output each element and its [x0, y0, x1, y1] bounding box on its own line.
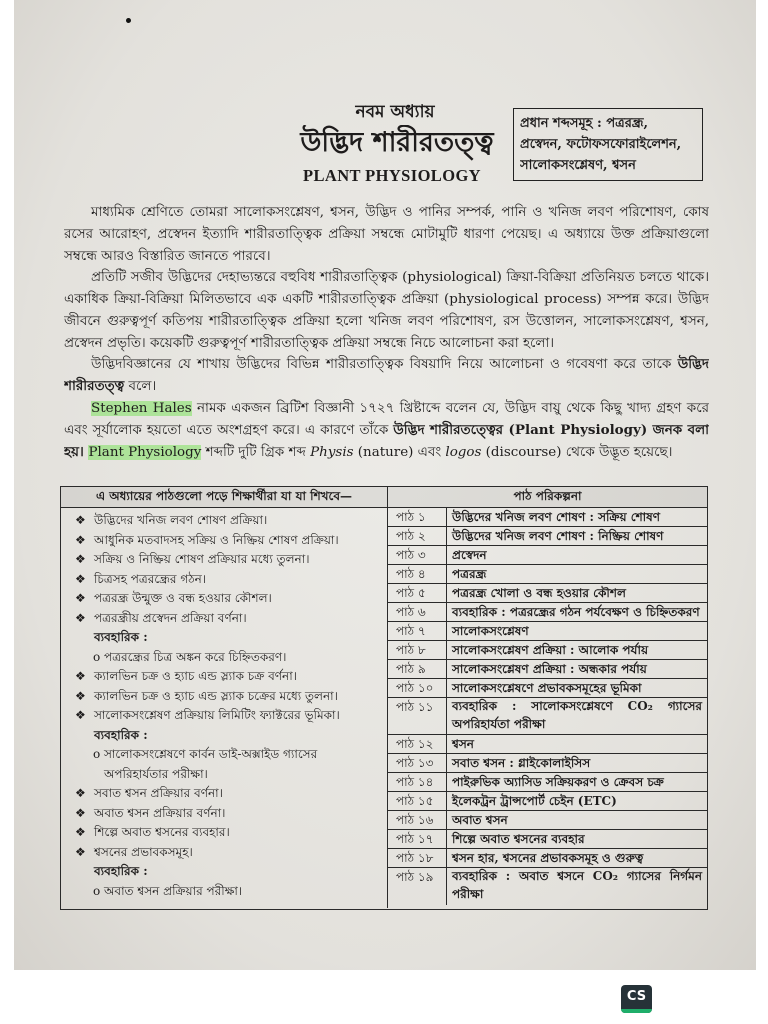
- circle-marker: o: [93, 747, 101, 761]
- learning-outcome-item: [61, 687, 387, 707]
- bullet-marker: ❖: [75, 513, 86, 527]
- keywords-box: [513, 108, 703, 181]
- lesson-overview-table: [60, 486, 708, 910]
- lesson-topic: সালোকসংশ্লেষণে প্রভাবকসমূহের ভূমিকা: [452, 681, 642, 695]
- paragraph-text: শব্দটি দুটি গ্রিক শব্দ: [201, 444, 311, 460]
- table-body: [61, 508, 707, 908]
- paragraph-text: (nature) এবং: [353, 444, 446, 460]
- table-header-row: [61, 487, 707, 508]
- keywords-line: প্রস্বেদন, ফটোফসফোরাইলেশন,: [520, 137, 682, 152]
- lesson-number: পাঠ ৯: [388, 660, 447, 678]
- lesson-row: [388, 811, 707, 830]
- ink-speck: [126, 18, 131, 23]
- lesson-topic: সালোকসংশ্লেষণ: [452, 624, 529, 638]
- learning-outcome-item: [61, 589, 387, 609]
- practical-heading-text: ব্যবহারিক :: [94, 630, 148, 644]
- history-paragraph: [64, 398, 709, 463]
- lesson-row: [388, 830, 707, 849]
- lesson-number: পাঠ ১: [388, 508, 447, 526]
- practical-heading: [61, 628, 387, 648]
- lesson-topic: উদ্ভিদের খনিজ লবণ শোষণ : সক্রিয় শোষণ: [452, 510, 661, 524]
- bullet-marker: ❖: [75, 688, 86, 703]
- camscanner-logo: [621, 985, 652, 1013]
- practical-item-text: অবাত শ্বসন প্রক্রিয়ার পরীক্ষা।: [104, 883, 243, 898]
- paragraph-text: উদ্ভিদবিজ্ঞানের যে শাখায় উদ্ভিদের বিভিন্ন শারীরতাত্ত্বিক বিষয়াদি নিয়ে আলোচনা ও গবেষণা করে তাকে: [91, 357, 678, 373]
- lesson-number: পাঠ ১৬: [388, 811, 447, 829]
- lesson-topic: সবাত শ্বসন : গ্লাইকোলাইসিস: [452, 756, 591, 770]
- learning-outcome-text: শ্বসনের প্রভাবকসমূহ।: [94, 844, 193, 859]
- learning-outcome-item: [61, 823, 387, 843]
- lesson-topic: উদ্ভিদের খনিজ লবণ শোষণ : নিষ্ক্রিয় শোষণ: [452, 529, 664, 543]
- practical-item: [61, 882, 387, 902]
- lesson-topic: ইলেকট্রন ট্রান্সপোর্ট চেইন (ETC): [452, 794, 617, 808]
- lesson-number: পাঠ ১৯: [388, 868, 447, 905]
- chapter-label: নবম অধ্যায়: [355, 102, 435, 122]
- keywords-line: প্রধান শব্দসমূহ : পত্ররন্ধ্র,: [520, 116, 649, 131]
- lesson-number: পাঠ ৮: [388, 641, 447, 659]
- lesson-topic: পত্ররন্ধ্র খোলা ও বন্ধ হওয়ার কৌশল: [452, 586, 626, 600]
- bullet-marker: ❖: [75, 571, 86, 586]
- lesson-row: [388, 584, 707, 603]
- lesson-topic: শ্বসন: [452, 737, 474, 751]
- bullet-marker: ❖: [75, 591, 86, 605]
- learning-outcome-item: [61, 570, 387, 590]
- lesson-number: পাঠ ২: [388, 527, 447, 545]
- bold-term: উদ্ভিদ শারীরতত্ত্ব: [64, 356, 709, 395]
- paragraph-text: (discourse) থেকে উদ্ভূত হয়েছে।: [481, 444, 673, 460]
- lesson-topic: ব্যবহারিক : পত্ররন্ধ্রের গঠন পর্যবেক্ষণ ও চিহ্নিতকরণ: [452, 605, 700, 619]
- bold-term: উদ্ভিদ শারীরতত্ত্বের (Plant Physiology) জনক বলা হয়।: [64, 421, 709, 460]
- lesson-topic: পাইরুভিক অ্যাসিড সক্রিয়করণ ও ক্রেবস চক্র: [452, 775, 664, 789]
- lesson-row: [388, 546, 707, 565]
- lesson-topic: সালোকসংশ্লেষণ প্রক্রিয়া : আলোক পর্যায়: [452, 643, 649, 657]
- lesson-topic: প্রস্বেদন: [452, 548, 487, 562]
- lesson-row: [388, 868, 707, 905]
- lesson-number: পাঠ ১৪: [388, 773, 447, 791]
- lesson-number: পাঠ ১১: [388, 698, 447, 734]
- chapter-title-bengali: উদ্ভিদ শারীরতত্ত্ব: [300, 127, 494, 158]
- lesson-topic: শ্বসন হার, শ্বসনের প্রভাবকসমূহ ও গুরুত্ব: [452, 851, 644, 865]
- learning-outcome-item: [61, 550, 387, 570]
- learning-outcome-text: আধুনিক মতবাদসহ সক্রিয় ও নিষ্ক্রিয় শোষণ প্রক্রিয়া।: [94, 532, 339, 547]
- paragraph-text: বলে।: [124, 379, 157, 395]
- learning-outcome-item: [61, 843, 387, 863]
- practical-item-text: সালোকসংশ্লেষণে কার্বন ডাই-অক্সাইড গ্যাসের অপরিহার্যতার পরীক্ষা।: [104, 747, 318, 781]
- lesson-row: [388, 849, 707, 868]
- bullet-marker: ❖: [75, 844, 86, 859]
- highlighted-name: Stephen Hales: [91, 401, 192, 417]
- intro-paragraph-1: মাধ্যমিক শ্রেণিতে তোমরা সালোকসংশ্লেষণ, শ্বসন, উদ্ভিদ ও পানির সম্পর্ক, পানি ও খনিজ লবণ পরিশোষণ, কোষ রসের আরোহণ, প্রস্বেদন ইত্যাদি শারীরতাত্ত্বিক প্রক্রিয়া সম্বন্ধে মোটামুটি ধারণা পেয়েছ। এ অধ্যায়ে উক্ত প্রক্রিয়াগুলো সম্বন্ধে আরও বিস্তারিত জানতে পারবে।: [64, 205, 709, 264]
- bullet-marker: ❖: [75, 708, 86, 722]
- lesson-plan-header: পাঠ পরিকল্পনা: [513, 489, 582, 503]
- practical-heading-text: ব্যবহারিক :: [94, 727, 148, 742]
- highlighted-term: Plant Physiology: [88, 444, 202, 460]
- circle-marker: o: [93, 883, 101, 898]
- learning-outcome-item: [61, 784, 387, 804]
- learning-outcome-item: [61, 667, 387, 687]
- lesson-number: পাঠ ৪: [388, 565, 447, 583]
- lesson-row: [388, 527, 707, 546]
- lesson-number: পাঠ ১৩: [388, 754, 447, 772]
- lesson-row: [388, 622, 707, 641]
- lesson-row: [388, 508, 707, 527]
- practical-heading: [61, 862, 387, 882]
- outcomes-header: এ অধ্যায়ের পাঠগুলো পড়ে শিক্ষার্থীরা যা যা শিখবে—: [61, 487, 388, 507]
- bullet-marker: ❖: [75, 786, 86, 800]
- learning-outcome-text: অবাত শ্বসন প্রক্রিয়ার বর্ণনা।: [94, 805, 226, 820]
- learning-outcome-item: [61, 531, 387, 551]
- lesson-number: পাঠ ৭: [388, 622, 447, 640]
- italic-term: logos: [445, 444, 482, 460]
- practical-heading: [61, 726, 387, 746]
- learning-outcome-text: চিত্রসহ পত্ররন্ধ্রের গঠন।: [94, 571, 207, 586]
- lesson-row: [388, 641, 707, 660]
- learning-outcome-text: ক্যালভিন চক্র ও হ্যাচ এন্ড স্ল্যাক চক্র বর্ণনা।: [94, 669, 297, 683]
- learning-outcome-text: পত্ররন্ধ্রীয় প্রস্বেদন প্রক্রিয়া বর্ণনা।: [94, 610, 247, 625]
- lesson-topic: শিল্পে অবাত শ্বসনের ব্যবহার: [452, 832, 585, 846]
- lesson-number: পাঠ ৬: [388, 603, 447, 621]
- lesson-number: পাঠ ১৭: [388, 830, 447, 848]
- bullet-marker: ❖: [75, 532, 86, 547]
- lesson-number: পাঠ ১৮: [388, 849, 447, 867]
- lesson-topic: সালোকসংশ্লেষণ প্রক্রিয়া : অন্ধকার পর্যায়: [452, 662, 647, 676]
- learning-outcomes-list: [61, 508, 388, 908]
- learning-outcome-text: ক্যালভিন চক্র ও হ্যাচ এন্ড স্ল্যাক চক্রের মধ্যে তুলনা।: [94, 688, 338, 703]
- lesson-plan: [388, 508, 707, 908]
- learning-outcome-text: উদ্ভিদের খনিজ লবণ শোষণ প্রক্রিয়া।: [94, 513, 268, 527]
- bullet-marker: ❖: [75, 825, 86, 839]
- lesson-row: [388, 603, 707, 622]
- italic-term: Physis: [310, 444, 354, 460]
- lesson-topic: পত্ররন্ধ্র: [452, 567, 487, 581]
- practical-item: [61, 745, 387, 784]
- intro-text: [64, 202, 709, 484]
- lesson-number: পাঠ ১২: [388, 735, 447, 753]
- practical-item-text: পত্ররন্ধ্রের চিত্র অঙ্কন করে চিহ্নিতকরণ।: [104, 649, 287, 664]
- lesson-topic: ব্যবহারিক : অবাত শ্বসনে CO₂ গ্যাসের নির্গমন পরীক্ষা: [452, 869, 702, 901]
- bullet-marker: ❖: [75, 610, 86, 625]
- lesson-number: পাঠ ১০: [388, 679, 447, 697]
- lesson-topic: অবাত শ্বসন: [452, 813, 508, 827]
- learning-outcome-text: শিল্পে অবাত শ্বসনের ব্যবহার।: [94, 825, 230, 839]
- learning-outcome-item: [61, 804, 387, 824]
- learning-outcome-item: [61, 609, 387, 629]
- lesson-number: পাঠ ৩: [388, 546, 447, 564]
- learning-outcome-text: পত্ররন্ধ্র উন্মুক্ত ও বন্ধ হওয়ার কৌশল।: [94, 591, 272, 605]
- learning-outcome-item: [61, 706, 387, 726]
- bullet-marker: ❖: [75, 669, 86, 683]
- lesson-number: পাঠ ১৫: [388, 792, 447, 810]
- learning-outcome-item: [61, 511, 387, 531]
- circle-marker: o: [93, 649, 101, 664]
- lesson-row: [388, 754, 707, 773]
- practical-heading-text: ব্যবহারিক :: [94, 864, 148, 878]
- lesson-topic: ব্যবহারিক : সালোকসংশ্লেষণে CO₂ গ্যাসের অপরিহার্যতা পরীক্ষা: [452, 699, 702, 731]
- camscanner-logo-accent: [621, 1009, 652, 1013]
- lesson-row: [388, 698, 707, 735]
- learning-outcome-text: সালোকসংশ্লেষণ প্রক্রিয়ায় লিমিটিং ফ্যাক্টরের ভূমিকা।: [94, 708, 340, 722]
- definition-paragraph: [64, 354, 709, 398]
- learning-outcome-text: সবাত শ্বসন প্রক্রিয়ার বর্ণনা।: [94, 786, 223, 800]
- practical-item: [61, 648, 387, 668]
- lesson-row: [388, 660, 707, 679]
- bullet-marker: ❖: [75, 805, 86, 820]
- lesson-row: [388, 773, 707, 792]
- keywords-line: সালোকসংশ্লেষণ, শ্বসন: [520, 158, 636, 173]
- lesson-row: [388, 792, 707, 811]
- lesson-number: পাঠ ৫: [388, 584, 447, 602]
- paragraph-text: নামক একজন ব্রিটিশ বিজ্ঞানী ১৭২৭ খ্রিষ্টাব্দে বলেন যে, উদ্ভিদ বায়ু থেকে কিছু খাদ্য গ্রহণ করে এবং সূর্যালোক হয়তো এতে অংশগ্রহণ করে। এ কারণে তাঁকে: [64, 401, 709, 438]
- lesson-row: [388, 679, 707, 698]
- camscanner-logo-text: CS: [626, 989, 647, 1004]
- lesson-row: [388, 565, 707, 584]
- lesson-row: [388, 735, 707, 754]
- intro-paragraph-2: প্রতিটি সজীব উদ্ভিদের দেহাভ্যন্তরে বহুবিধ শারীরতাত্ত্বিক (physiological) ক্রিয়া-বিক্রিয়া প্রতিনিয়ত চলতে থাকে। একাধিক ক্রিয়া-বিক্রিয়া মিলিতভাবে এক একটি শারীরতাত্ত্বিক প্রক্রিয়া (physiological process) সম্পন্ন করে। উদ্ভিদ জীবনে গুরুত্বপূর্ণ কতিপয় শারীরতাত্ত্বিক প্রক্রিয়া হলো খনিজ লবণ পরিশোষণ, রস উত্তোলন, সালোকসংশ্লেষণ, শ্বসন, প্রস্বেদন প্রভৃতি। কয়েকটি গুরুত্বপূর্ণ শারীরতাত্ত্বিক প্রক্রিয়া সম্বন্ধে নিচে আলোচনা করা হলো।: [64, 270, 709, 351]
- bullet-marker: ❖: [75, 552, 86, 566]
- chapter-title-english: PLANT PHYSIOLOGY: [303, 166, 481, 185]
- learning-outcome-text: সক্রিয় ও নিষ্ক্রিয় শোষণ প্রক্রিয়ার মধ্যে তুলনা।: [94, 552, 310, 566]
